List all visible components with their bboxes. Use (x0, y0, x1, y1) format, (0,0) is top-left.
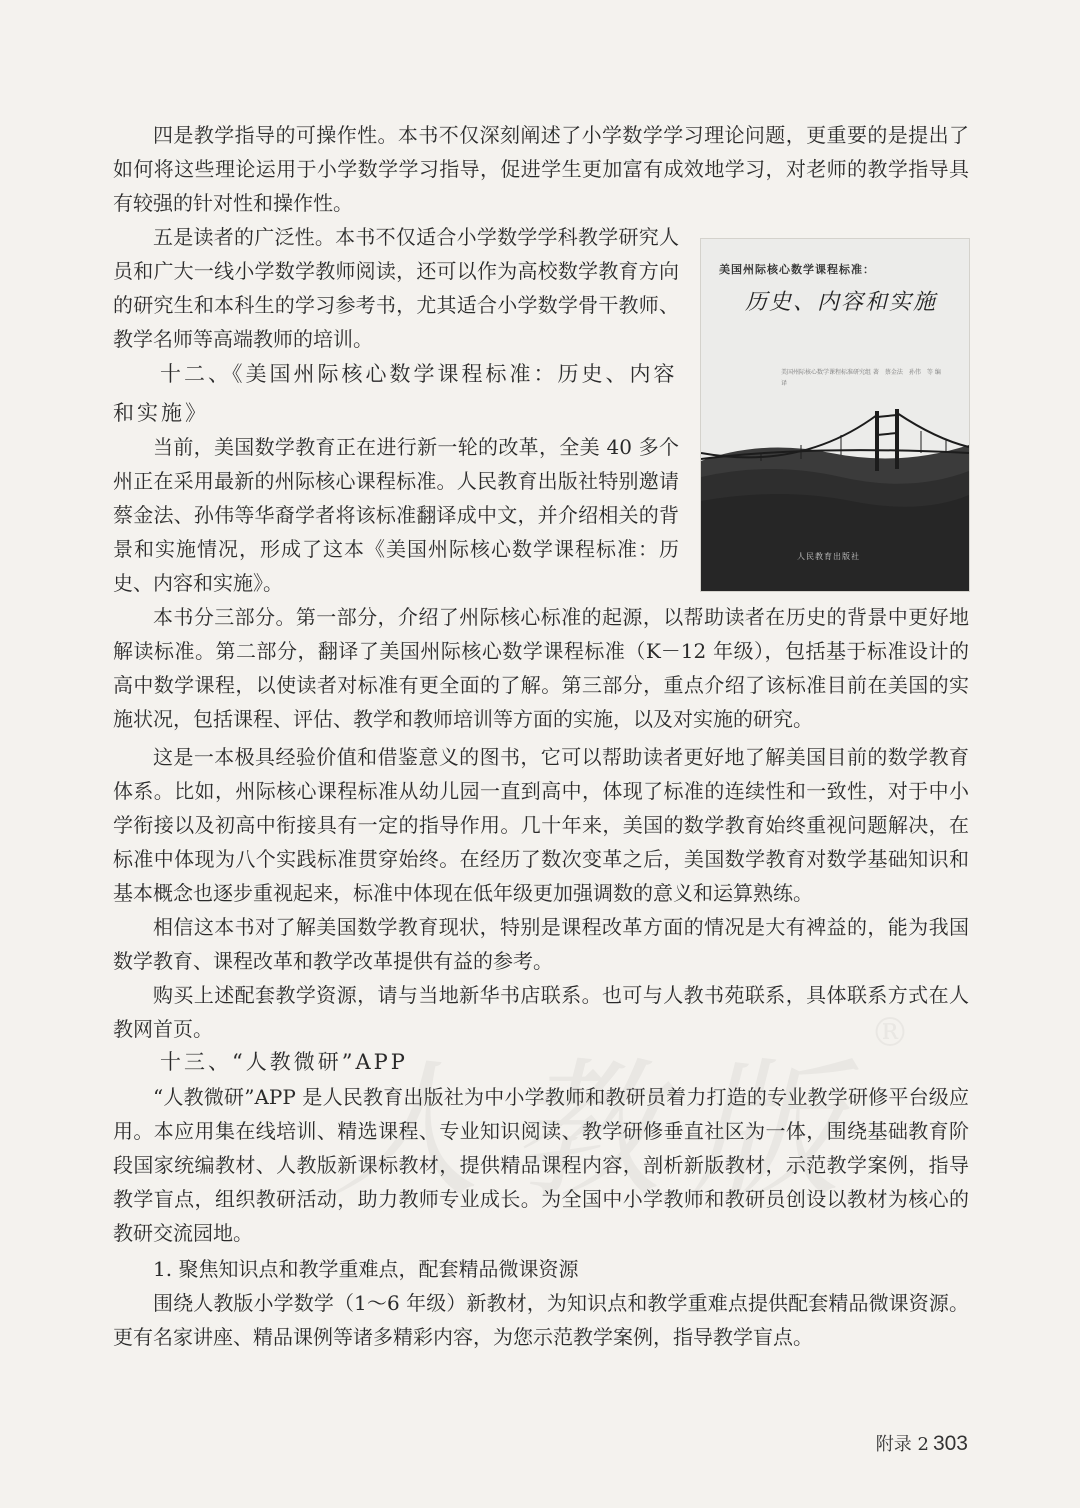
appendix-label: 附录 2 (875, 1434, 929, 1455)
section-heading-12-line1: 十二、《美国州际核心数学课程标准：历史、内容 (160, 362, 678, 386)
paragraph-purchase: 购买上述配套教学资源，请与当地新华书店联系。也可与人教书苑联系，具体联系方式在人教网首页。 (113, 983, 969, 1041)
page-footer (876, 1430, 968, 1456)
cover-publisher: 人民教育出版社 (797, 552, 860, 561)
book-cover-image (700, 238, 970, 592)
cover-authors: 美国州际核心数学课程标准研究组 著 蔡金法 孙伟 等 编译 (781, 369, 941, 387)
paragraph-operability: 四是教学指导的可操作性。本书不仅深刻阐述了小学数学学习理论问题，更重要的是提出了如何将这些理论运用于小学数学学习指导，促进学生更加富有成效地学习，对老师的教学指导具有较强的针对性和操作性。 (113, 123, 969, 215)
paragraph-feature-1: 1. 聚焦知识点和教学重难点，配套精品微课资源 (153, 1257, 579, 1281)
paragraph-us-reform: 当前，美国数学教育正在进行新一轮的改革，全美 40 多个州正在采用最新的州际核心课程标准。人民教育出版社特别邀请蔡金法、孙伟等华裔学者将该标准翻译成中文，并介绍相关的背景和实施情况，形成了这本《美国州际核心数学课程标准：历史、内容和实施》。 (113, 435, 679, 595)
cover-subtitle: 美国州际核心数学课程标准： (719, 263, 875, 276)
paragraph-app-intro: “人教微研”APP 是人民教育出版社为中小学教师和教研员着力打造的专业教学研修平台级应用。本应用集在线培训、精选课程、专业知识阅读、教学研修垂直社区为一体，围绕基础教育阶段国家统编教材、人教版新课标教材，提供精品课程内容，剖析新版教材，示范教学案例，指导教学盲点，组织教研活动，助力教师专业成长。为全国中小学教师和教研员创设以教材为核心的教研交流园地。 (113, 1085, 969, 1245)
paragraph-readership: 五是读者的广泛性。本书不仅适合小学数学学科教学研究人员和广大一线小学数学教师阅读，还可以作为高校数学教育方向的研究生和本科生的学习参考书，尤其适合小学数学骨干教师、教学名师等高端教师的培训。 (113, 225, 679, 351)
cover-title: 历史、内容和实施 (745, 290, 938, 315)
paragraph-micro-lessons: 围绕人教版小学数学（1～6 年级）新教材，为知识点和教学重难点提供配套精品微课资源。更有名家讲座、精品课例等诸多精彩内容，为您示范教学案例，指导教学盲点。 (113, 1291, 969, 1349)
section-heading-13: 十三、“人教微研”APP (160, 1050, 408, 1074)
paragraph-reference-value: 这是一本极具经验价值和借鉴意义的图书，它可以帮助读者更好地了解美国目前的数学教育体系。比如，州际核心课程标准从幼儿园一直到高中，体现了标准的连续性和一致性，对于中小学衔接以及初高中衔接具有一定的指导作用。几十年来，美国的数学教育始终重视问题解决，在标准中体现为八个实践标准贯穿始终。在经历了数次变革之后，美国数学教育对数学基础知识和基本概念也逐步重视起来，标准中体现在低年级更加强调数的意义和运算熟练。 (113, 745, 969, 905)
paragraph-three-parts: 本书分三部分。第一部分，介绍了州际核心标准的起源，以帮助读者在历史的背景中更好地解读标准。第二部分，翻译了美国州际核心数学课程标准（K－12 年级），包括基于标准设计的高中数学课程，以使读者对标准有更全面的了解。第三部分，重点介绍了该标准目前在美国的实施状况，包括课程、评估、教学和教师培训等方面的实施，以及对实施的研究。 (113, 605, 969, 731)
section-heading-12-line2: 和实施》 (113, 401, 209, 425)
paragraph-benefit: 相信这本书对了解美国数学教育现状，特别是课程改革方面的情况是大有裨益的，能为我国数学教育、课程改革和教学改革提供有益的参考。 (113, 915, 969, 973)
page-number: 303 (932, 1432, 968, 1455)
